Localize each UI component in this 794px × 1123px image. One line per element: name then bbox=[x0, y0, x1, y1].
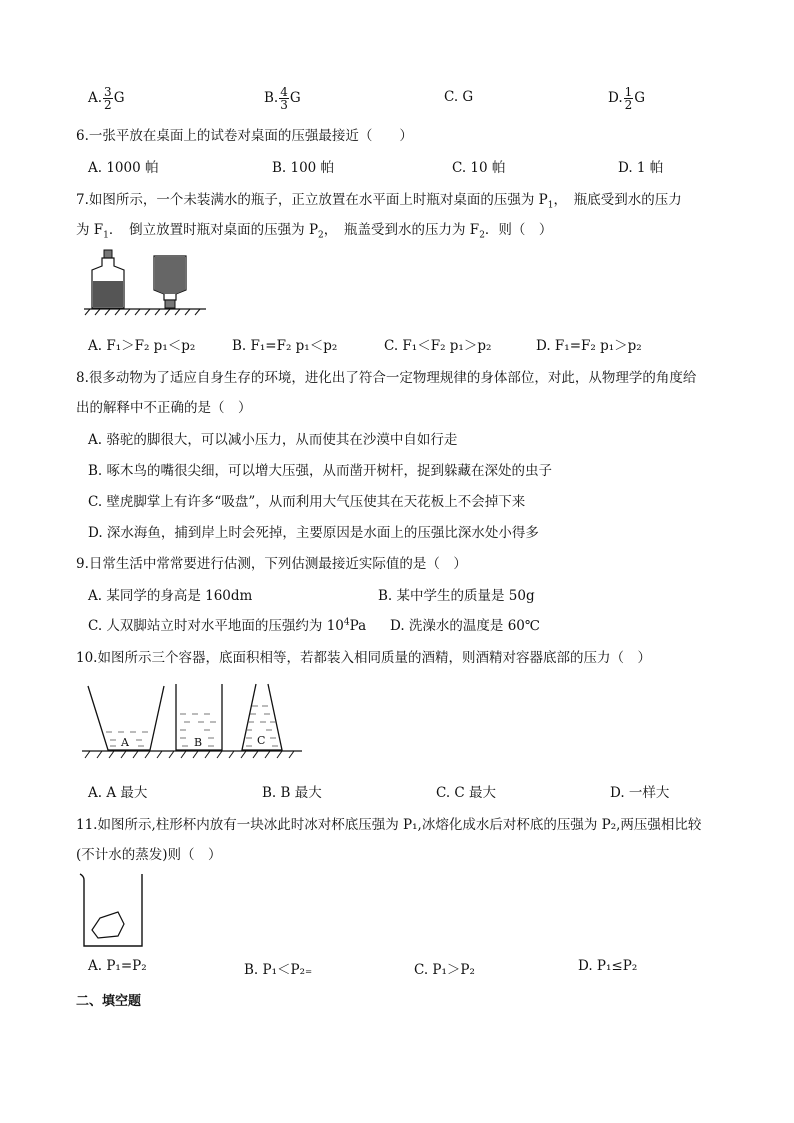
q8-option-b: B. 啄木鸟的嘴很尖细，可以增大压强，从而凿开树杆，捉到躲藏在深处的虫子 bbox=[88, 463, 553, 479]
q8-option-c: C. 壁虎脚掌上有许多“吸盘”，从而利用大气压使其在天花板上不会掉下来 bbox=[88, 494, 526, 510]
q11-option-c: C. P₁＞P₂ bbox=[414, 962, 475, 978]
q11-cup-figure bbox=[78, 872, 148, 948]
q6-option-c: C. 10 帕 bbox=[452, 160, 506, 176]
q6-option-a: A. 1000 帕 bbox=[88, 160, 159, 176]
q5-option-c: C. G bbox=[444, 89, 474, 105]
q11-stem-line1: 11.如图所示,柱形杯内放有一块冰此时冰对杯底压强为 P₁,冰熔化成水后对杯底的压强为 P₂,两压强相比较 bbox=[76, 817, 702, 833]
ice-block-icon bbox=[92, 912, 124, 938]
q6-option-b: B. 100 帕 bbox=[272, 160, 335, 176]
q7-bottles-figure bbox=[80, 246, 210, 316]
q10-option-b: B. B 最大 bbox=[262, 785, 322, 801]
q8-option-d: D. 深水海鱼，捕到岸上时会死掉，主要原因是水面上的压强比深水处小得多 bbox=[88, 525, 539, 541]
q11-option-d: D. P₁≤P₂ bbox=[578, 958, 638, 974]
q5-option-b: B. $\frac{4}{3}$ G bbox=[264, 85, 301, 112]
q11-option-b: B. P₁＜P₂₌ bbox=[244, 962, 313, 978]
section-heading-fill-in: 二、填空题 bbox=[76, 994, 142, 1009]
container-b-label: B bbox=[194, 736, 203, 749]
q6-stem: 6.一张平放在桌面上的试卷对桌面的压强最接近（ ） bbox=[76, 128, 413, 144]
q10-containers-figure bbox=[80, 680, 304, 762]
q7-option-c: C. F₁＜F₂ p₁＞p₂ bbox=[384, 338, 492, 354]
q6-option-d: D. 1 帕 bbox=[618, 160, 664, 176]
q9-stem: 9.日常生活中常常要进行估测，下列估测最接近实际值的是（ ） bbox=[76, 556, 467, 572]
q8-option-a: A. 骆驼的脚很大，可以减小压力，从而使其在沙漠中自如行走 bbox=[88, 432, 458, 448]
q8-stem-line2: 出的解释中不正确的是（ ） bbox=[76, 400, 252, 416]
q10-option-d: D. 一样大 bbox=[610, 785, 670, 801]
container-c-label: C bbox=[257, 734, 266, 747]
q11-option-a: A. P₁=P₂ bbox=[88, 958, 147, 974]
q7-option-a: A. F₁＞F₂ p₁＜p₂ bbox=[88, 338, 196, 354]
q7-option-d: D. F₁=F₂ p₁＞p₂ bbox=[536, 338, 642, 354]
container-a-label: A bbox=[121, 736, 129, 749]
q11-stem-line2: (不计水的蒸发)则（ ） bbox=[76, 847, 222, 863]
q9-option-c: C. 人双脚站立时对水平地面的压强约为 $10^4Pa$ bbox=[88, 617, 367, 634]
q5-option-a: A. $\frac{3}{2}$ G bbox=[88, 85, 125, 112]
q10-stem: 10.如图所示三个容器，底面积相等，若都装入相同质量的酒精，则酒精对容器底部的压力（ ） bbox=[76, 650, 651, 666]
q9-option-a: A. 某同学的身高是 160dm bbox=[88, 588, 253, 604]
q7-stem-line1: 7.如图所示，一个未装满水的瓶子，正立放置在水平面上时瓶对桌面的压强为 $P_1$， 瓶底受到水的压力 bbox=[76, 192, 682, 211]
q7-option-b: B. F₁=F₂ p₁＜p₂ bbox=[232, 338, 338, 354]
q9-option-d: D. 洗澡水的温度是 60℃ bbox=[390, 618, 540, 634]
q9-option-b: B. 某中学生的质量是 50g bbox=[378, 588, 535, 604]
q10-option-c: C. C 最大 bbox=[436, 785, 497, 801]
q10-option-a: A. A 最大 bbox=[88, 785, 148, 801]
q7-stem-line2: 为 $F_1$． 倒立放置时瓶对桌面的压强为 $P_2$， 瓶盖受到水的压力为 $F_2$．则（ ） bbox=[76, 222, 553, 241]
q5-option-d: D. $\frac{1}{2}$ G bbox=[608, 85, 646, 112]
q8-stem-line1: 8.很多动物为了适应自身生存的环境，进化出了符合一定物理规律的身体部位，对此，从物理学的角度给 bbox=[76, 370, 697, 386]
